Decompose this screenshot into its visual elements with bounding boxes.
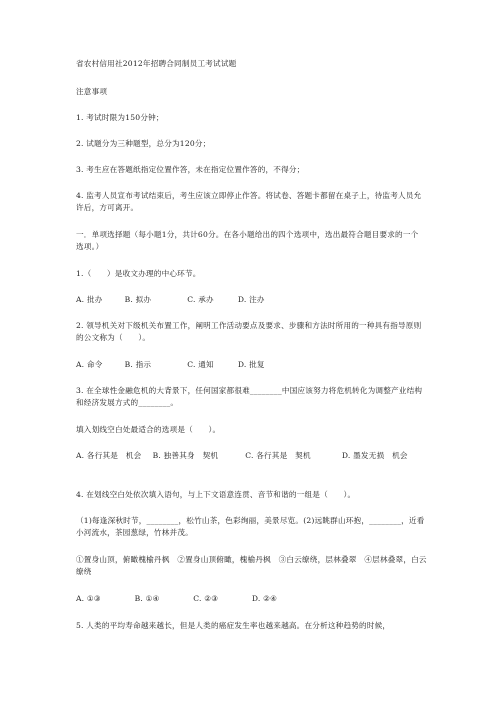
option-a: A. 批办 xyxy=(76,295,103,304)
question-4-options xyxy=(76,593,426,605)
document-title: 省农村信用社2012年招聘合同制员工考试试题 xyxy=(76,59,237,68)
question-3-stem: 3. 在全球性金融危机的大背景下，任何国家都很难________中国应该努力将危机转化为调整产业结构和经济发展方式的________。 xyxy=(76,386,423,407)
question-2-stem: 2. 领导机关对下级机关布置工作，阐明工作活动要点及要求、步骤和方法时所用的一种具有指导原则的公文称为（ ）。 xyxy=(76,321,422,342)
question-4-choices: ①置身山顶，俯瞰槐榆丹枫 ②置身山顶俯瞰，槐榆丹枫 ③白云缭绕，层林叠翠 ④层林叠翠，白云缭绕 xyxy=(76,555,427,576)
option-d: D. 批复 xyxy=(237,360,265,369)
question-4-stem: 4. 在划线空白处依次填入语句，与上下文语意连贯、音节和谐的一组是（ ）。 xyxy=(76,490,356,499)
option-b: B. 拟办 xyxy=(124,295,152,304)
notice-heading: 注意事项 xyxy=(76,87,108,96)
option-a: A. 命令 xyxy=(76,360,103,369)
question-2-options xyxy=(76,359,426,371)
option-d: D. 墨发无损 机会 xyxy=(341,451,408,460)
option-d: D. ②④ xyxy=(251,594,278,603)
question-3-options xyxy=(76,450,428,462)
option-c: C. 各行其是 契机 xyxy=(245,451,311,460)
notice-item-4: 4. 监考人员宣布考试结束后，考生应该立即停止作答。将试卷、答题卡都留在桌子上，待监考人员允许后，方可离开。 xyxy=(76,191,422,212)
option-b: B. 独善其身 契机 xyxy=(152,451,219,460)
notice-item-3: 3. 考生应在答题纸指定位置作答，未在指定位置作答的，不得分； xyxy=(76,165,305,174)
option-a: A. 各行其是 机会 xyxy=(76,451,142,460)
option-d: D. 注办 xyxy=(237,295,265,304)
option-c: C. 承办 xyxy=(187,295,214,304)
question-1-stem: 1.（ ）是收文办理的中心环节。 xyxy=(76,269,201,278)
question-4-passage: （1)每逢深秋时节，________，松竹山茶，色彩绚丽，美景尽览。(2)远眺群山环抱，________，近看小河流水，茶园葱绿，竹林并茂。 xyxy=(76,516,425,537)
option-a: A. ①③ xyxy=(76,594,101,603)
option-b: B. 指示 xyxy=(124,360,152,369)
question-3-fill-intro: 填入划线空白处最适合的选项是（ ）。 xyxy=(76,425,221,434)
section-one-heading: 一．单项选择题（每小题1分，共计60分。在各小题给出的四个选项中，选出最符合题目要求的一个选项。） xyxy=(76,230,419,251)
question-1-options xyxy=(76,294,426,306)
notice-item-2: 2. 试题分为三种题型，总分为120分； xyxy=(76,139,211,148)
notice-item-1: 1. 考试时限为150分钟； xyxy=(76,113,164,122)
option-c: C. ②③ xyxy=(193,594,219,603)
option-b: B. ①④ xyxy=(134,594,160,603)
question-5-stem: 5. 人类的平均寿命越来越长，但是人类的癌症发生率也越来越高。在分析这种趋势的时候， xyxy=(76,621,391,630)
option-c: C. 通知 xyxy=(187,360,214,369)
